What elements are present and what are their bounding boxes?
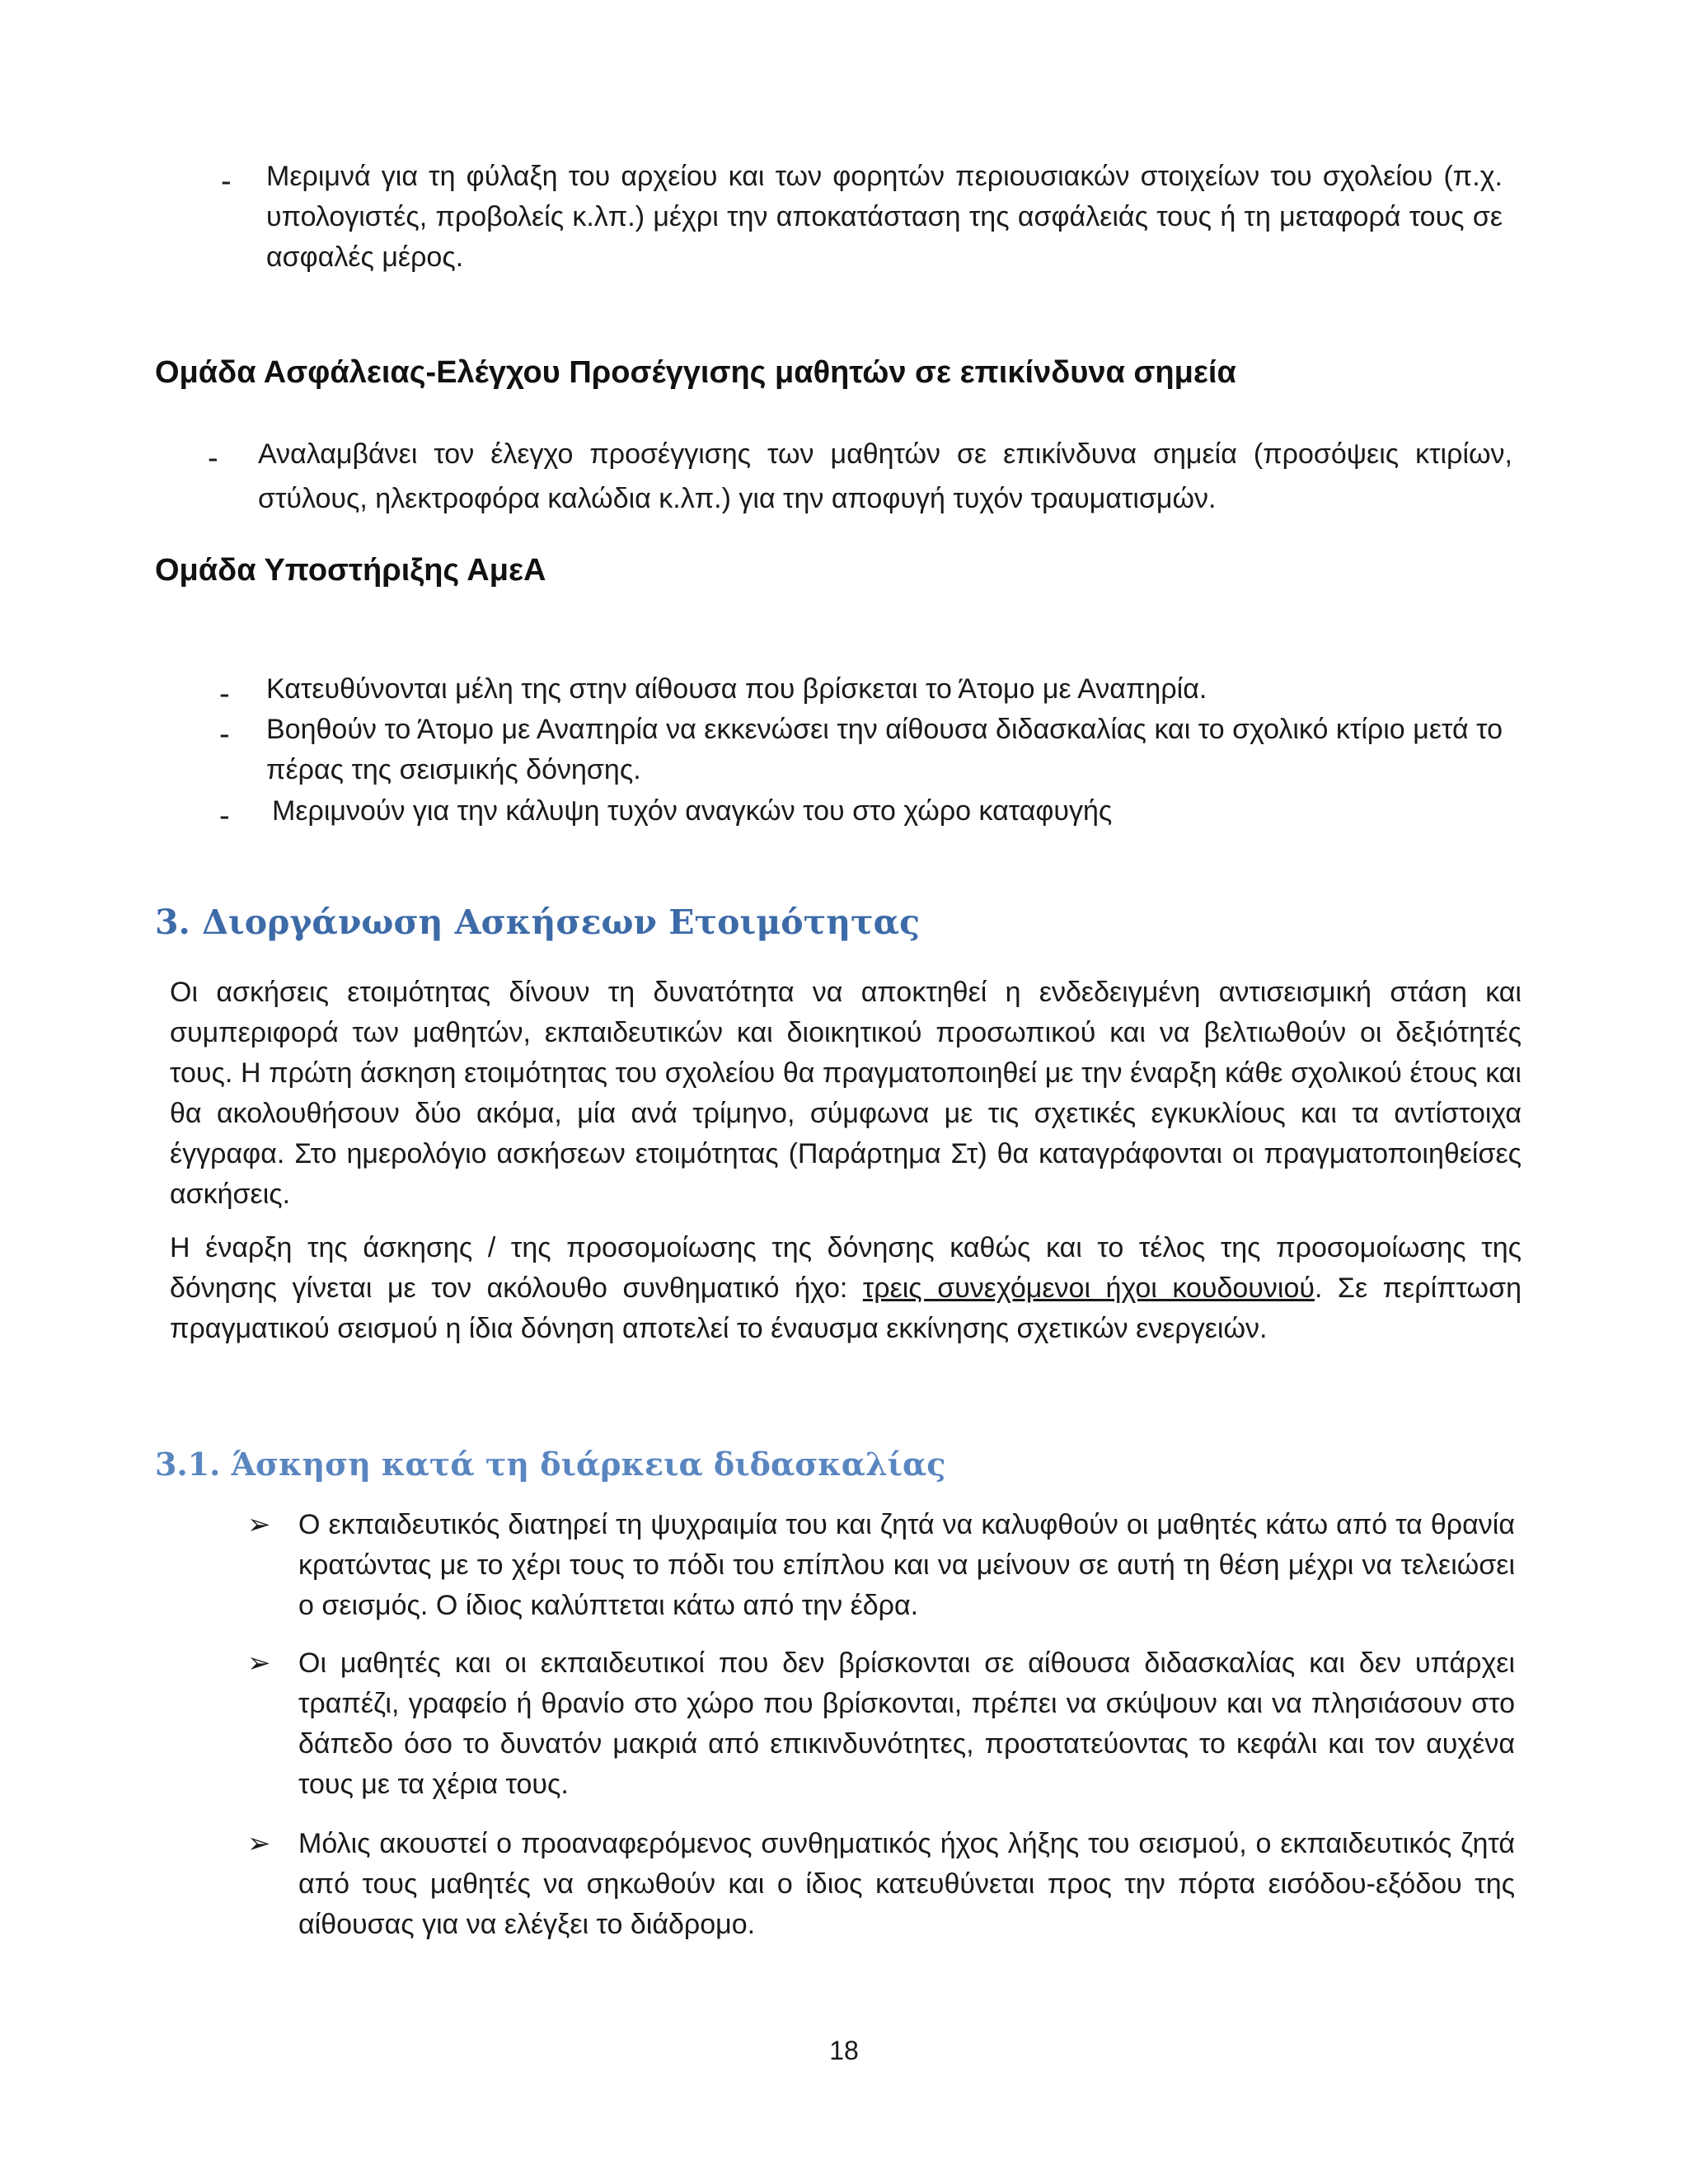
bullet-dash: - <box>221 164 232 199</box>
section-3-1-bullet-1: Ο εκπαιδευτικός διατηρεί τη ψυχραιμία του και ζητά να καλυφθούν οι μαθητές κάτω από τα θρανία κρατώντας με το χέρι τους το πόδι του επίπλου και να μείνουν σε αυτή τη θέση μέχρι να τελειώσει ο σεισμός. Ο ίδιος καλύπτεται κάτω από την έδρα. <box>298 1509 1515 1621</box>
section-3-1-bullet-2: Οι μαθητές και οι εκπαιδευτικοί που δεν βρίσκονται σε αίθουσα διδασκαλίας και δεν υπάρχει τραπέζι, γραφείο ή θρανίο στο χώρο που βρίσκονται, πρέπει να σκύψουν και να πλησιάσουν στο δάπεδο όσο το δυνατόν μακριά από επικινδυνότητες, προστατεύοντας το κεφάλι και τον αυχένα τους με τα χέρια τους. <box>298 1647 1515 1800</box>
paragraph-2-end: . Σε περίπτωση πραγματικού σεισμού η ίδια δόνηση αποτελεί το έναυσμα εκκίνησης σχετικών ενεργειών. <box>170 1272 1522 1344</box>
bullet-dash: - <box>219 677 230 711</box>
intro-bullet-text: Μεριμνά για τη φύλαξη του αρχείου και των φορητών περιουσιακών στοιχείων του σχολείου (π.χ. υπολογιστές, προβολείς κ.λπ.) μέχρι την αποκατάσταση της ασφάλειάς τους ή τη μεταφορά τους σε ασφαλές μέρος. <box>266 161 1503 273</box>
arrow-bullet-icon: ➢ <box>247 1647 271 1679</box>
bullet-dash: - <box>208 441 218 476</box>
amea-bullet-2: Βοηθούν το Άτομο με Αναπηρία να εκκενώσει την αίθουσα διδασκαλίας και το σχολικό κτίριο μετά το πέρας της σεισμικής δόνησης. <box>266 714 1503 785</box>
bell-signal-underlined: τρεις συνεχόμενοι ήχοι κουδουνιού <box>862 1272 1315 1304</box>
paragraph-2-start: Η έναρξη της άσκησης / της προσομοίωσης της δόνησης καθώς και το τέλος της προσομοίωσης της δόνησης γίνεται με τον ακόλουθο συνθηματικό ήχο: <box>170 1232 1522 1304</box>
arrow-bullet-icon: ➢ <box>247 1828 271 1859</box>
heading-section-3: 3. Διοργάνωση Ασκήσεων Ετοιμότητας <box>155 902 921 942</box>
heading-amea-group: Ομάδα Υποστήριξης ΑμεΑ <box>155 553 546 588</box>
arrow-bullet-icon: ➢ <box>247 1509 271 1540</box>
heading-safety-group: Ομάδα Ασφάλειας-Ελέγχου Προσέγγισης μαθητών σε επικίνδυνα σημεία <box>155 355 1236 390</box>
heading-section-3-1: 3.1. Άσκηση κατά τη διάρκεια διδασκαλίας <box>155 1446 946 1483</box>
bullet-dash: - <box>219 799 230 833</box>
bullet-dash: - <box>219 717 230 752</box>
section-3-paragraph-2 <box>170 1228 1522 1349</box>
section-3-paragraph-1: Οι ασκήσεις ετοιμότητας δίνουν τη δυνατότητα να αποκτηθεί η ενδεδειγμένη αντισεισμική στάση και συμπεριφορά των μαθητών, εκπαιδευτικών και διοικητικού προσωπικού και να βελτιωθούν οι δεξιότητές τους. Η πρώτη άσκηση ετοιμότητας του σχολείου θα πραγματοποιηθεί με την έναρξη κάθε σχολικού έτους και θα ακολουθήσουν δύο ακόμα, μία ανά τρίμηνο, σύμφωνα με τις σχετικές εγκυκλίους και τα αντίστοιχα έγγραφα. Στο ημερολόγιο ασκήσεων ετοιμότητας (Παράρτημα Στ) θα καταγράφονται οι πραγματοποιηθείσες ασκήσεις. <box>170 977 1522 1210</box>
page-number: 18 <box>829 2036 859 2065</box>
amea-bullet-3: Μεριμνούν για την κάλυψη τυχόν αναγκών του στο χώρο καταφυγής <box>272 795 1113 827</box>
section-3-1-bullet-3: Μόλις ακουστεί ο προαναφερόμενος συνθηματικός ήχος λήξης του σεισμού, ο εκπαιδευτικός ζητά από τους μαθητές να σηκωθούν και ο ίδιος κατευθύνεται προς την πόρτα εισόδου-εξόδου της αίθουσας για να ελέγξει το διάδρομο. <box>298 1828 1515 1940</box>
safety-group-text: Αναλαμβάνει τον έλεγχο προσέγγισης των μαθητών σε επικίνδυνα σημεία (προσόψεις κτιρίων, στύλους, ηλεκτροφόρα καλώδια κ.λπ.) για την αποφυγή τυχόν τραυματισμών. <box>258 438 1512 514</box>
amea-bullet-1: Κατευθύνονται μέλη της στην αίθουσα που βρίσκεται το Άτομο με Αναπηρία. <box>266 673 1207 705</box>
